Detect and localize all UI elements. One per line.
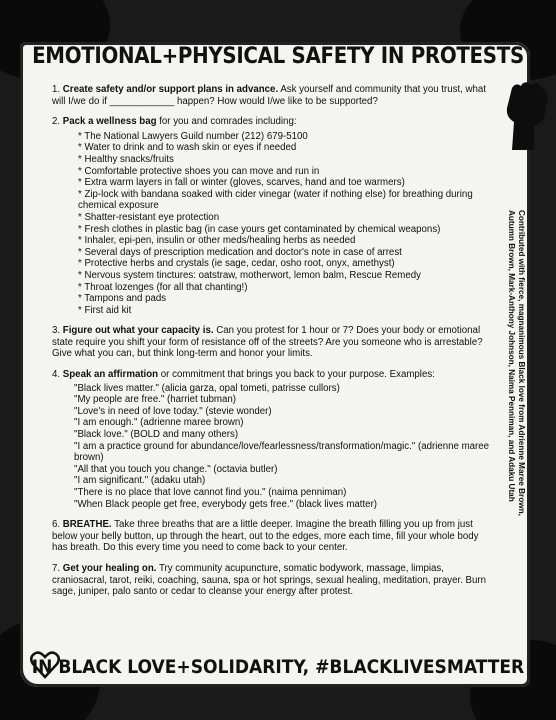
list-item: * First aid kit xyxy=(78,304,132,316)
list-item: "All that you touch you change." (octavia butler) xyxy=(74,463,278,475)
list-item: "When Black people get free, everybody gets free." (black lives matter) xyxy=(74,498,378,510)
list-item: "Black love." (BOLD and many others) xyxy=(74,429,239,441)
list-item: * Extra warm layers in fall or winter (gloves, scarves, hand and toe warmers) xyxy=(78,177,405,189)
section-text: Take three breaths that are a little deeper. Imagine the breath filling you up from just below your belly button, up through the heart, out to the edges, more each time, fill your whole body has breath. Do this every time you need to come back to your center. xyxy=(52,519,479,554)
section-lead: Get your healing on. xyxy=(62,562,157,574)
list-item: * Several days of prescription medication and doctor's note in case of arrest xyxy=(78,246,402,258)
section-text: Can you protest for 1 hour or 7? Does your body or emotional state require you shift your form of resistance off of the streets? Are you someone who is arrestable? Give what you can, but think long-term and honor your limits. xyxy=(52,325,483,360)
section-6: 6. BREATHE. Take three breaths that are a little deeper. Imagine the breath filling you up from just below your belly button, up through the heart, out to the edges, more each time, fill your whole body has breath. Do this every time you need to come back to your center. xyxy=(52,519,479,554)
list-item: * Inhaler, epi-pen, insulin or other meds/healing herbs as needed xyxy=(78,235,356,247)
section-text: for you and comrades including: xyxy=(159,116,297,128)
poster-title: EMOTIONAL+PHYSICAL SAFETY IN PROTESTS xyxy=(32,44,524,69)
section-1: 1. Create safety and/or support plans in advance. Ask yourself and community that you trust, what will I/we do if ____________ happen? How would I/we like to be supported? xyxy=(52,84,486,107)
list-item: "I am significant." (adaku utah) xyxy=(74,475,206,487)
section-lead: BREATHE. xyxy=(62,519,112,531)
section-3: 3. Figure out what your capacity is. Can you protest for 1 hour or 7? Does your body or emotional state require you shift your form of resistance off of the streets? Are you someone who is arrestable? Give what you can, but think long-term and honor your limits. xyxy=(52,325,483,360)
list-item: * Shatter-resistant eye protection xyxy=(78,211,220,223)
section-lead: Create safety and/or support plans in advance. xyxy=(62,84,279,95)
list-item: * Fresh clothes in plastic bag (in case yours get contaminated by chemical weapons) xyxy=(78,223,441,235)
list-item: * Throat lozenges (for all that chanting!) xyxy=(78,281,248,293)
list-item: * The National Lawyers Guild number (212) 679-5100 xyxy=(78,130,308,142)
list-item: "I am enough." (adrienne maree brown) xyxy=(74,417,244,429)
list-item: * Nervous system tinctures: oatstraw, motherwort, lemon balm, Rescue Remedy xyxy=(78,269,421,281)
section-lead: Speak an affirmation xyxy=(62,369,159,381)
section-lead: Figure out what your capacity is. xyxy=(62,325,214,337)
section-text: or commitment that brings you back to your purpose. Examples: xyxy=(160,369,435,381)
section-2: 2. Pack a wellness bag for you and comrades including: * The National Lawyers Guild number (212) 679-5100 * Water to drink and to wash skin or eyes if needed * Healthy snacks/fruits * Comfortable protective shoes you can move and run in * Extra warm layers in fall or winter (gloves, scarves, hand and toe warmers) * Zip-lock with bandana soaked with cider vinegar (water if nothing else) for breathing during chemical exposure * Shatter-resistant eye protection * Fresh clothes in plastic bag (in case yours get contaminated by chemical weapons) * Inhaler, epi-pen, insulin or other meds/healing herbs as needed * Several days of prescription medication and doctor's note in case of arrest * Protective herbs and crystals (ie sage, cedar, osho root, onyx, amethyst) * Nervous system tinctures: oatstraw, motherwort, lemon balm, Rescue Remedy * Throat lozenges (for all that chanting!) * Tampons and pads * First aid kit xyxy=(52,116,492,316)
list-item: * Protective herbs and crystals (ie sage, cedar, osho root, onyx, amethyst) xyxy=(78,258,395,270)
list-item: * Healthy snacks/fruits xyxy=(78,153,174,165)
list-item: * Zip-lock with bandana soaked with cider vinegar (water if nothing else) for breathing during chemical exposure xyxy=(78,188,473,212)
section-lead: Pack a wellness bag xyxy=(62,116,157,128)
raised-fist-icon xyxy=(494,80,554,150)
footer-slogan: IN BLACK LOVE+SOLIDARITY, #BLACKLIVESMATTER xyxy=(31,656,525,678)
list-item: "Black lives matter." (alicia garza, opal tometi, patrisse cullors) xyxy=(74,382,340,394)
section-7: 7. Get your healing on. Try community acupuncture, somatic bodywork, massage, limpias, craniosacral, tarot, reiki, coaching, sauna, spa or hot springs, sexual healing, meditation, prayer. Burn sage, juniper, palo santo or cedar to cleanse your energy after protest. xyxy=(52,562,487,598)
list-item: * Tampons and pads xyxy=(78,293,167,305)
list-item: "There is no place that love cannot find you." (naima penniman) xyxy=(74,487,347,498)
list-item: * Water to drink and to wash skin or eyes if needed xyxy=(78,142,297,154)
section-text: Try community acupuncture, somatic bodywork, massage, limpias, craniosacral, tarot, reiki, coaching, sauna, spa or hot springs, sexual healing, meditation, prayer. Burn sage, juniper, palo santo or cedar to cleanse your energy after protest. xyxy=(52,562,487,598)
section-text: Ask yourself and community that you trust, what will I/we do if ____________ happen? How would I/we like to be supported? xyxy=(52,84,486,107)
affirmations-list xyxy=(52,383,492,511)
sections-list xyxy=(52,84,492,607)
list-item: "My people are free." (harriet tubman) xyxy=(74,394,236,406)
credits-text: Contributed with fierce, magnanimous Black love from Adrienne Maree Brown, Autumn Brown, Mark-Anthony Johnson, Naima Penniman, and Adaku Utah xyxy=(507,210,526,516)
list-item: * Comfortable protective shoes you can move and run in xyxy=(78,165,320,177)
list-item: "Love's in need of love today." (stevie wonder) xyxy=(74,405,272,417)
section-4: 4. Speak an affirmation or commitment that brings you back to your purpose. Examples: "Black lives matter." (alicia garza, opal tometi, patrisse cullors) "My people are free." (harriet tubman) "Love's in need of love today." (stevie wonder) "I am enough." (adrienne maree brown) "Black love." (BOLD and many others) "I am a practice ground for abundance/love/fearlessness/transformation/magic." (adrienne maree brown) "All that you touch you change." (octavia butler) "I am significant." (adaku utah) "There is no place that love cannot find you." (naima penniman) "When Black people get free, everybody gets free." (black lives matter) xyxy=(52,369,492,510)
credits-sidebar xyxy=(502,210,550,540)
wellness-bag-list xyxy=(52,131,492,317)
list-item: "I am a practice ground for abundance/love/fearlessness/transformation/magic." (adrienne maree brown) xyxy=(74,440,490,464)
